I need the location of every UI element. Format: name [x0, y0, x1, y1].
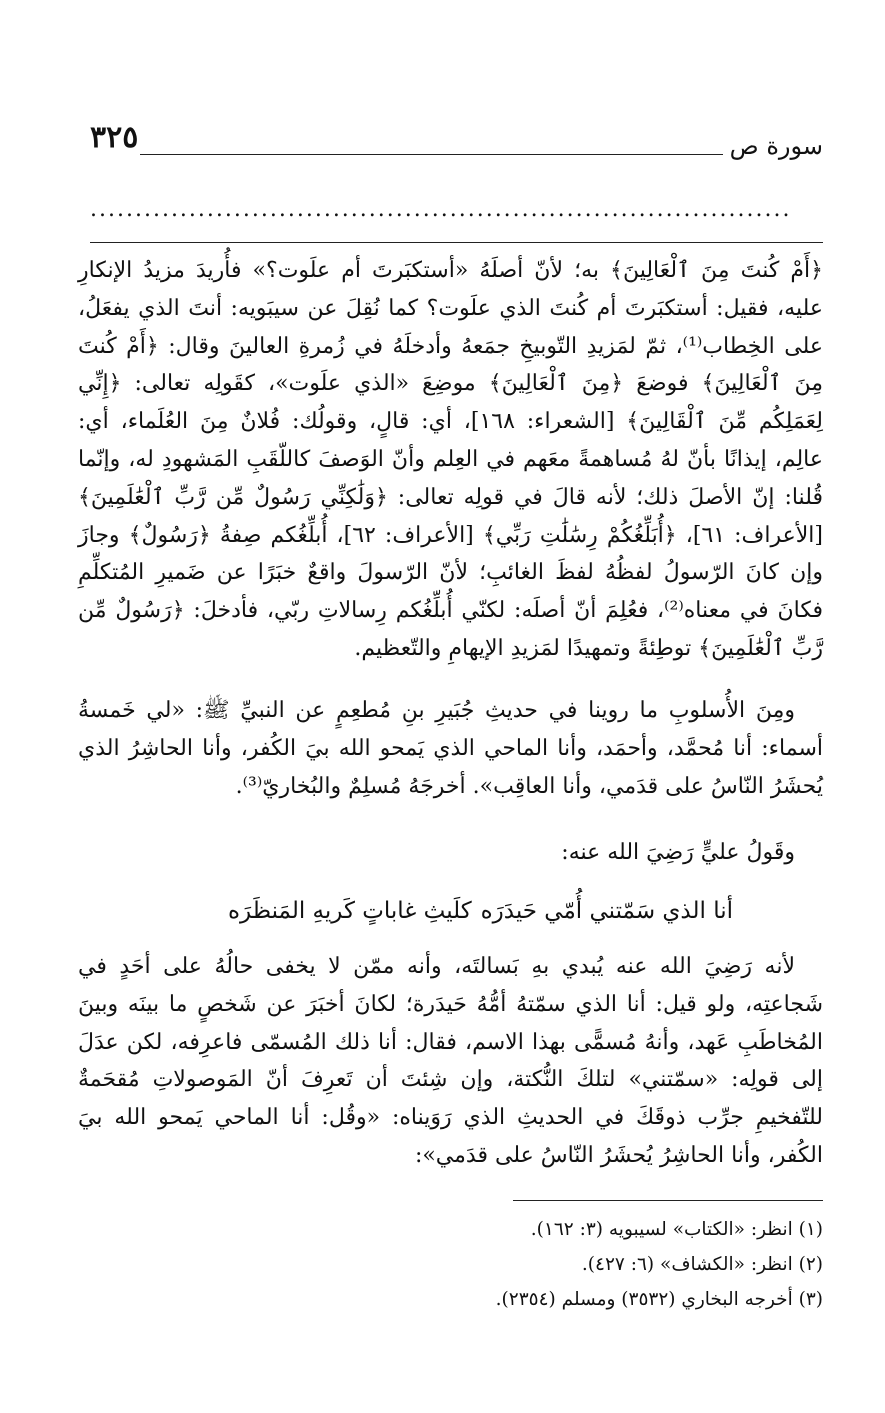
header-rule: [140, 154, 723, 155]
page-header: [90, 118, 823, 178]
top-rule: [90, 242, 823, 243]
paragraph-1: ﴿أَمْ كُنتَ مِنَ ٱلْعَالِينَ﴾ به؛ لأنّ أصلَهُ «أستكبَرتَ أم علَوت؟» فأُريدَ مزيدُ الإنكارِ عليه، فقيل: أستكبَرتَ أم كُنتَ الذي علَوت؟ كما نُقِلَ عن سيبَويه: أنتَ الذي يفعَلُ، على الخِطاب⁽¹⁾، ثمّ لمَزيدِ التّوبيخِ جمَعهُ وأدخلَهُ في زُمرةِ العالينَ وقال: ﴿أَمْ كُنتَ مِنَ ٱلْعَالِينَ﴾ فوضعَ ﴿مِنَ ٱلْعَالِينَ﴾ موضِعَ «الذي علَوت»، كقَولِه تعالى: ﴿إِنِّي لِعَمَلِكُم مِّنَ ٱلْقَالِينَ﴾ [الشعراء: ١٦٨]، أي: قالٍ، وقولُك: فُلانٌ مِنَ العُلَماء، أي: عالِم، إيذانًا بأنّ لهُ مُساهمةً معَهم في العِلم وأنّ الوَصفَ كاللّقَبِ المَشهودِ له، وإنّما قُلنا: إنّ الأصلَ ذلك؛ لأنه قالَ في قولِه تعالى: ﴿وَلَٰكِنِّي رَسُولٌ مِّن رَّبِّ ٱلْعَٰلَمِينَ﴾ [الأعراف: ٦١]، ﴿أُبَلِّغُكُمْ رِسَٰلَٰتِ رَبِّي﴾ [الأعراف: ٦٢]، أُبلِّغُكم صِفةُ ﴿رَسُولٌ﴾ وجازَ وإن كانَ الرّسولُ لفظُهُ لفظَ الغائبِ؛ لأنّ الرّسولَ واقعٌ خبَرًا عن ضَميرِ المُتكلِّمِ فكانَ في معناه⁽²⁾، فعُلِمَ أنّ أصلَه: لكنّي أُبلِّغُكم رِسالاتِ ربّي، فأدخلَ: ﴿رَسُولٌ مِّن رَّبِّ ٱلْعَٰلَمِينَ﴾ توطِئةً وتمهيدًا لمَزيدِ الإيهامِ والتّعظيم.: [78, 258, 823, 661]
dotted-separator: ..............................................................................: [90, 198, 792, 222]
main-text: [78, 252, 823, 1175]
footnote-3: (٣) أخرجه البخاري (٣٥٣٢) ومسلم (٢٣٥٤).: [495, 1289, 823, 1310]
verse-hemistich-1: أنا الذي سَمّتني أُمّي حَيدَرَه: [480, 898, 733, 924]
footnote-rule: [513, 1200, 823, 1201]
verse-hemistich-2: كلَيثِ غاباتٍ كَريهِ المَنظَرَه: [228, 898, 472, 924]
footnote-1: (١) انظر: «الكتاب» لسيبويه (٣: ١٦٢).: [530, 1219, 823, 1240]
paragraph-3: وقَولُ عليٍّ رَضِيَ الله عنه:: [561, 840, 795, 865]
paragraph-2: ومِنَ الأُسلوبِ ما روينا في حديثِ جُبَيرِ بنِ مُطعِمٍ عن النبيِّ ﷺ: «لي خَمسةُ أسماء: أنا مُحمَّد، وأحمَد، وأنا الماحي الذي يَمحو الله بيَ الكُفر، وأنا الحاشِرُ الذي يُحشَرُ النّاسُ على قدَمي، وأنا العاقِب». أخرجَهُ مُسلِمٌ والبُخاريّ⁽³⁾.: [78, 698, 823, 799]
poetry-verse: [78, 882, 823, 942]
footnotes: [450, 1212, 823, 1317]
footnote-2: (٢) انظر: «الكشاف» (٦: ٤٢٧).: [581, 1254, 823, 1275]
running-title: سورة ص: [729, 132, 823, 160]
paragraph-4: لأنه رَضِيَ الله عنه يُبدي بهِ بَسالتَه، وأنه ممّن لا يخفى حالُهُ على أحَدٍ في شَجاعتِه، ولو قيل: أنا الذي سمّتهُ أمُّهُ حَيدَرة؛ لكانَ أخبَرَ عن شَخصٍ ما بينَه وبينَ المُخاطَبِ عَهد، وأنهُ مُسمًّى بهذا الاسم، فقال: أنا ذلك المُسمّى فاعرِفه، لكن عدَلَ إلى قولِه: «سمّتني» لتلكَ النُّكتة، وإن شِئتَ أن تَعرِفَ أنّ المَوصولاتِ مُقحَمةٌ للتّفخيمِ جرِّب ذوقَكَ في الحديثِ الذي رَوَيناه: «وقُل: أنا الماحي يَمحو الله بيَ الكُفر، وأنا الحاشِرُ يُحشَرُ النّاسُ على قدَمي»:: [78, 954, 823, 1168]
page-number: ٣٢٥: [90, 120, 139, 155]
